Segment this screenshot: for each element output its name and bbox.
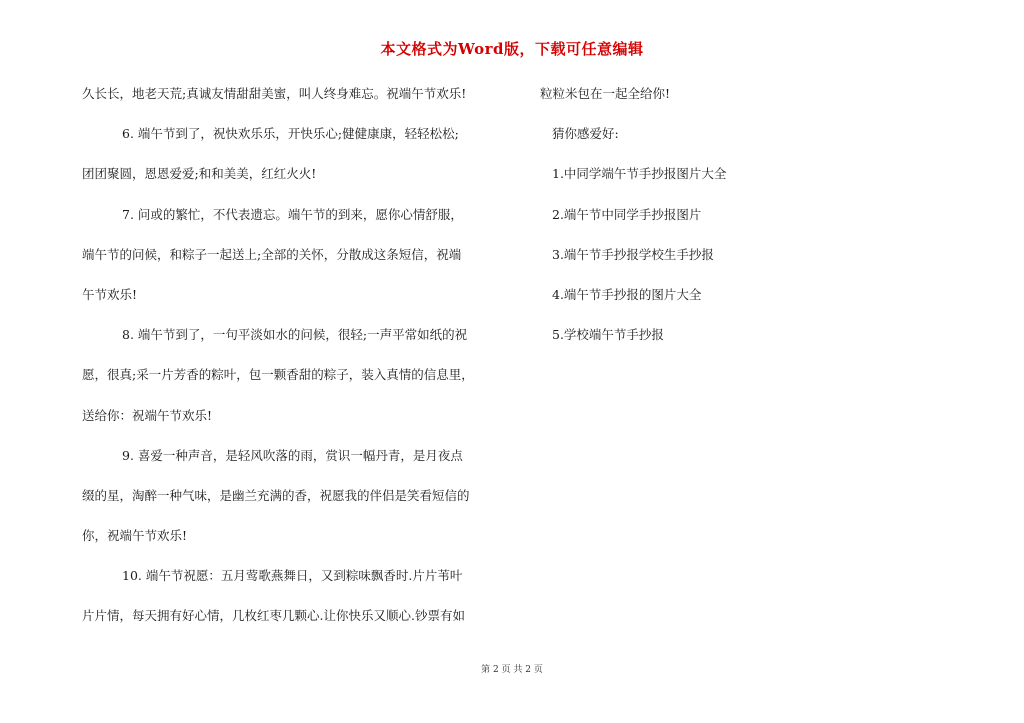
- document-banner: 本文格式为Word版，下载可任意编辑: [380, 40, 644, 58]
- text-line: 愿，很真;采一片芳香的粽叶，包一颗香甜的粽子，装入真情的信息里，: [82, 367, 474, 383]
- text-line: 5.学校端午节手抄报: [552, 327, 664, 343]
- text-line: 你，祝端午节欢乐!: [82, 528, 188, 544]
- left-column: [82, 82, 522, 645]
- text-line: 2.端午节中同学手抄报图片: [552, 206, 702, 222]
- text-line: 10. 端午节祝愿：五月莺歌燕舞日，又到粽味飘香时.片片苇叶: [122, 568, 463, 584]
- text-line: 4.端午节手抄报的图片大全: [552, 286, 702, 302]
- text-line: 片片情，每天拥有好心情，几枚红枣几颗心.让你快乐又顺心.钞票有如: [82, 608, 465, 624]
- text-line: 8. 端午节到了，一句平淡如水的问候，很轻;一声平常如纸的祝: [122, 327, 468, 343]
- text-line: 久长长，地老天荒;真诚友情甜甜美蜜，叫人终身难忘。祝端午节欢乐!: [82, 86, 467, 101]
- text-line: 3.端午节手抄报学校生手抄报: [552, 246, 714, 262]
- text-line: 1.中同学端午节手抄报图片大全: [552, 166, 727, 182]
- text-line: 6. 端午节到了，祝快欢乐乐，开快乐心;健健康康，轻轻松松;: [122, 126, 459, 142]
- text-line: 午节欢乐!: [82, 286, 138, 302]
- text-line: 送给你：祝端午节欢乐!: [82, 407, 213, 423]
- text-line: 9. 喜爱一种声音，是轻风吹落的雨，赏识一幅丹青，是月夜点: [122, 447, 463, 463]
- text-line: 缀的星，淘醉一种气味，是幽兰充满的香，祝愿我的伴侣是笑看短信的: [82, 487, 470, 503]
- text-line: 猜你感爱好:: [552, 126, 619, 142]
- page-footer: 第 2 页 共 2 页: [481, 665, 543, 675]
- right-column: [540, 82, 840, 363]
- text-line: 团团聚圆，恩恩爱爱;和和美美，红红火火!: [82, 166, 317, 182]
- text-line: 端午节的问候，和粽子一起送上;全部的关怀，分散成这条短信，祝端: [82, 246, 462, 262]
- text-line: 7. 问或的繁忙，不代表遗忘。端午节的到来，愿你心情舒服，: [122, 206, 463, 222]
- text-line: 粒粒米包在一起全给你!: [540, 86, 671, 101]
